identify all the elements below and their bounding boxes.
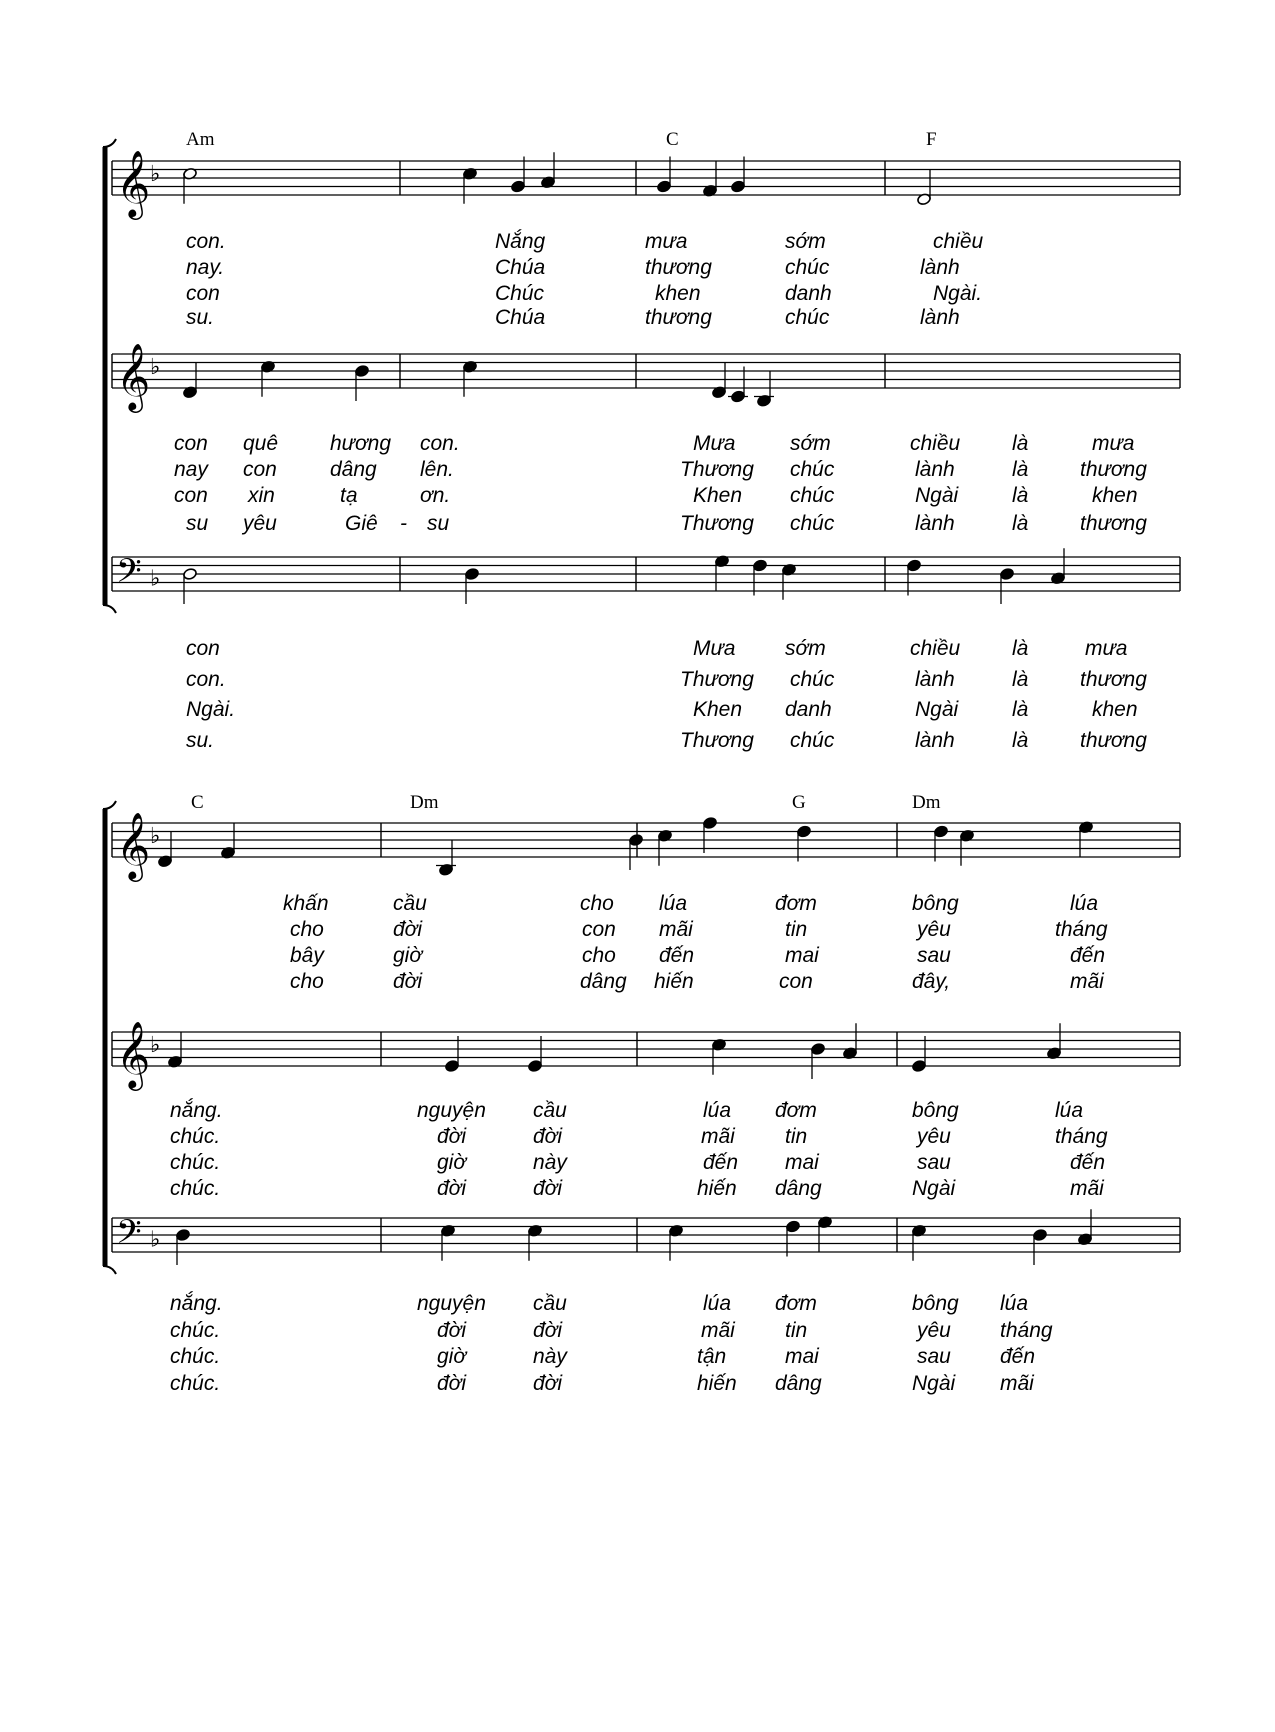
lyric-syllable: giờ — [437, 1151, 467, 1174]
lyric-syllable: cho — [290, 970, 324, 993]
bracket-bottom-hook — [103, 1266, 116, 1274]
lyric-syllable: con — [582, 918, 616, 941]
lyric-syllable: lên. — [420, 458, 454, 481]
lyric-syllable: su. — [186, 306, 215, 329]
lyric-syllable: Thương — [680, 458, 754, 481]
lyric-syllable: nắng. — [170, 1099, 223, 1122]
lyric-syllable: Mưa — [693, 432, 736, 455]
lyric-syllable: mai — [785, 944, 819, 967]
lyric-syllable: là — [1012, 432, 1029, 455]
staff — [112, 811, 1180, 993]
lyric-syllable: chúc — [785, 256, 830, 279]
lyric-syllable: chúc. — [170, 1345, 221, 1368]
bass-clef-icon: 𝄢 — [116, 1213, 142, 1260]
note-head — [629, 834, 644, 847]
lyric-syllable: đời — [437, 1372, 467, 1395]
lyric-syllable: cầu — [533, 1292, 567, 1315]
lyric-syllable: mãi — [1070, 970, 1104, 993]
lyric-syllable: mãi — [701, 1125, 735, 1148]
lyric-syllable: tháng — [1055, 918, 1108, 941]
lyric-syllable: thương — [645, 256, 712, 279]
lyric-syllable: giờ — [393, 944, 423, 967]
music-system — [103, 129, 1180, 752]
lyric-syllable: lành — [920, 306, 960, 329]
lyric-syllable: chúc. — [170, 1177, 221, 1200]
lyric-syllable: thương — [1080, 729, 1147, 752]
lyric-syllable: lành — [915, 668, 955, 691]
lyric-syllable: lành — [915, 458, 955, 481]
note-head — [528, 1060, 543, 1073]
lyric-syllable: sau — [917, 1345, 951, 1368]
lyric-syllable: dâng — [775, 1372, 822, 1395]
lyric-syllable: đến — [659, 944, 695, 967]
lyric-syllable: mãi — [1070, 1177, 1104, 1200]
lyric-syllable: tháng — [1000, 1319, 1053, 1342]
music-system — [103, 792, 1180, 1395]
lyric-syllable: su — [186, 512, 209, 535]
lyric-syllable: dâng — [580, 970, 627, 993]
lyric-syllable: sớm — [790, 432, 831, 455]
lyric-syllable: Giê — [345, 512, 378, 535]
lyric-syllable: sớm — [785, 637, 826, 660]
lyric-syllable: là — [1012, 698, 1029, 721]
lyric-syllable: Mưa — [693, 637, 736, 660]
note-head — [1000, 568, 1015, 581]
lyric-syllable: nay. — [186, 256, 225, 279]
lyric-syllable: tận — [697, 1345, 727, 1368]
lyric-syllable: là — [1012, 637, 1029, 660]
note-head — [465, 568, 480, 581]
lyric-syllable: - — [400, 512, 407, 535]
note-head — [753, 559, 768, 572]
lyric-syllable: khen — [1092, 698, 1138, 721]
flat-key-signature-icon: ♭ — [150, 824, 161, 849]
lyric-syllable: đơm — [775, 1099, 817, 1122]
lyric-syllable: tin — [785, 918, 808, 941]
lyric-syllable: quê — [243, 432, 279, 455]
lyric-syllable: là — [1012, 668, 1029, 691]
note-head — [183, 568, 198, 581]
lyric-syllable: tin — [785, 1319, 808, 1342]
chord-symbol: Am — [186, 129, 215, 150]
lyric-syllable: cầu — [533, 1099, 567, 1122]
lyric-syllable: mãi — [1000, 1372, 1034, 1395]
lyric-syllable: mai — [785, 1151, 819, 1174]
lyric-syllable: hiến — [697, 1177, 737, 1200]
lyric-syllable: Ngài — [915, 698, 959, 721]
lyric-syllable: nắng. — [170, 1292, 223, 1315]
flat-key-signature-icon: ♭ — [150, 1227, 161, 1253]
note-head — [797, 825, 812, 838]
flat-key-signature-icon: ♭ — [150, 1033, 161, 1058]
lyric-syllable: đơm — [775, 892, 817, 915]
lyric-syllable: lành — [920, 256, 960, 279]
lyric-syllable: danh — [785, 282, 832, 305]
lyric-syllable: Thương — [680, 729, 754, 752]
lyric-syllable: bông — [912, 1099, 959, 1122]
lyric-syllable: chúc — [790, 484, 835, 507]
treble-clef-icon: 𝄞 — [116, 149, 151, 217]
lyric-syllable: danh — [785, 698, 832, 721]
lyric-syllable: chúc — [785, 306, 830, 329]
lyric-syllable: lúa — [1055, 1099, 1084, 1122]
lyric-syllable: ơn. — [420, 484, 451, 507]
flat-key-signature-icon: ♭ — [150, 355, 161, 380]
lyric-syllable: Ngài — [915, 484, 959, 507]
lyric-syllable: chiều — [910, 432, 961, 455]
lyric-syllable: con — [243, 458, 277, 481]
lyric-syllable: đời — [437, 1125, 467, 1148]
lyric-syllable: này — [533, 1345, 567, 1368]
note-head — [445, 1060, 460, 1073]
lyric-syllable: là — [1012, 512, 1029, 535]
lyric-syllable: Ngài — [912, 1372, 956, 1395]
lyric-syllable: hiến — [697, 1372, 737, 1395]
lyric-syllable: Nắng — [495, 230, 546, 253]
lyric-syllable: thương — [1080, 512, 1147, 535]
staff — [112, 1209, 1180, 1395]
lyric-syllable: chúc — [790, 512, 835, 535]
lyric-syllable: thương — [1080, 668, 1147, 691]
lyric-syllable: su. — [186, 729, 215, 752]
lyric-syllable: là — [1012, 484, 1029, 507]
bracket-top-hook — [103, 139, 116, 147]
lyric-syllable: mưa — [645, 230, 688, 253]
lyric-syllable: sau — [917, 944, 951, 967]
lyric-syllable: khen — [655, 282, 701, 305]
lyric-syllable: đời — [437, 1319, 467, 1342]
lyric-syllable: cầu — [393, 892, 427, 915]
lyric-syllable: đời — [533, 1125, 563, 1148]
lyric-syllable: khấn — [283, 892, 329, 915]
lyric-syllable: Ngài. — [186, 698, 236, 721]
lyric-syllable: yêu — [917, 1319, 951, 1342]
lyric-syllable: con. — [420, 432, 460, 455]
lyric-syllable: đến — [703, 1151, 739, 1174]
lyric-syllable: Khen — [693, 698, 743, 721]
lyric-syllable: chúc — [790, 458, 835, 481]
lyric-syllable: lúa — [1000, 1292, 1029, 1315]
lyric-syllable: Chúa — [495, 256, 546, 279]
lyric-syllable: bông — [912, 892, 959, 915]
lyric-syllable: đời — [533, 1372, 563, 1395]
bracket-top-hook — [103, 801, 116, 809]
note-head — [511, 180, 526, 193]
note-head — [934, 825, 949, 838]
lyric-syllable: Khen — [693, 484, 743, 507]
lyric-syllable: chúc. — [170, 1151, 221, 1174]
lyric-syllable: chúc — [790, 729, 835, 752]
lyric-syllable: dâng — [775, 1177, 822, 1200]
lyric-syllable: lúa — [703, 1292, 732, 1315]
note-head — [657, 180, 672, 193]
chord-symbol: Dm — [410, 792, 439, 813]
lyric-syllable: tháng — [1055, 1125, 1108, 1148]
flat-key-signature-icon: ♭ — [150, 566, 161, 592]
note-head — [1033, 1229, 1048, 1242]
lyric-syllable: Ngài — [912, 1177, 956, 1200]
staff — [112, 1020, 1180, 1200]
lyric-syllable: Ngài. — [933, 282, 983, 305]
bass-clef-icon: 𝄢 — [116, 552, 142, 599]
lyric-syllable: đây, — [912, 970, 951, 993]
lyric-syllable: đến — [1070, 944, 1106, 967]
lyric-syllable: sau — [917, 1151, 951, 1174]
lyric-syllable: đến — [1070, 1151, 1106, 1174]
lyric-syllable: chúc — [790, 668, 835, 691]
lyric-syllable: xin — [248, 484, 275, 507]
lyric-syllable: mãi — [701, 1319, 735, 1342]
lyric-syllable: yêu — [243, 512, 277, 535]
lyric-syllable: lúa — [659, 892, 688, 915]
lyric-syllable: con — [174, 484, 208, 507]
lyric-syllable: mưa — [1092, 432, 1135, 455]
lyric-syllable: con — [186, 637, 220, 660]
treble-clef-icon: 𝄞 — [116, 1020, 151, 1088]
lyric-syllable: cho — [580, 892, 614, 915]
lyric-syllable: mưa — [1085, 637, 1128, 660]
lyric-syllable: là — [1012, 458, 1029, 481]
note-head — [355, 365, 370, 378]
lyric-syllable: đời — [533, 1319, 563, 1342]
treble-clef-icon: 𝄞 — [116, 811, 151, 879]
lyric-syllable: dâng — [330, 458, 377, 481]
lyric-syllable: hiến — [654, 970, 694, 993]
lyric-syllable: con — [174, 432, 208, 455]
lyric-syllable: con. — [186, 230, 226, 253]
lyric-syllable: chúc. — [170, 1125, 221, 1148]
lyric-syllable: tin — [785, 1125, 808, 1148]
lyric-syllable: giờ — [437, 1345, 467, 1368]
lyric-syllable: nguyện — [417, 1292, 486, 1315]
lyric-syllable: là — [1012, 729, 1029, 752]
note-head — [907, 559, 922, 572]
staff — [112, 149, 1180, 329]
note-head — [786, 1220, 801, 1233]
lyric-syllable: thương — [645, 306, 712, 329]
lyric-syllable: cho — [290, 918, 324, 941]
lyric-syllable: chúc. — [170, 1319, 221, 1342]
note-head — [912, 1060, 927, 1073]
lyric-syllable: con — [779, 970, 813, 993]
lyric-syllable: Chúc — [495, 282, 545, 305]
note-head — [731, 180, 746, 193]
lyric-syllable: khen — [1092, 484, 1138, 507]
lyric-syllable: hương — [330, 432, 392, 455]
chord-symbol: G — [792, 792, 806, 813]
note-head — [811, 1043, 826, 1056]
lyric-syllable: đời — [393, 918, 423, 941]
lyric-syllable: chúc. — [170, 1372, 221, 1395]
lyric-syllable: đời — [437, 1177, 467, 1200]
note-head — [703, 817, 718, 830]
lyric-syllable: đơm — [775, 1292, 817, 1315]
lyric-syllable: lúa — [1070, 892, 1099, 915]
lyric-syllable: bây — [290, 944, 324, 967]
lyric-syllable: yêu — [917, 1125, 951, 1148]
lyric-syllable: mãi — [659, 918, 693, 941]
lyric-syllable: Thương — [680, 512, 754, 535]
lyric-syllable: lành — [915, 512, 955, 535]
chord-symbol: C — [191, 792, 204, 813]
lyric-syllable: con — [186, 282, 220, 305]
lyric-syllable: bông — [912, 1292, 959, 1315]
lyric-syllable: con. — [186, 668, 226, 691]
lyric-syllable: cho — [582, 944, 616, 967]
lyric-syllable: Thương — [680, 668, 754, 691]
note-head — [176, 1229, 191, 1242]
flat-key-signature-icon: ♭ — [150, 162, 161, 187]
lyric-syllable: thương — [1080, 458, 1147, 481]
chord-symbol: Dm — [912, 792, 941, 813]
lyric-syllable: chiều — [910, 637, 961, 660]
lyric-syllable: sớm — [785, 230, 826, 253]
lyric-syllable: lúa — [703, 1099, 732, 1122]
lyric-syllable: mai — [785, 1345, 819, 1368]
lyric-syllable: lành — [915, 729, 955, 752]
staff — [112, 548, 1180, 752]
chord-symbol: F — [926, 129, 937, 150]
lyric-syllable: đến — [1000, 1345, 1036, 1368]
treble-clef-icon: 𝄞 — [116, 342, 151, 410]
lyric-syllable: đời — [393, 970, 423, 993]
lyric-syllable: đời — [533, 1177, 563, 1200]
lyric-syllable: chiều — [933, 230, 984, 253]
staff — [112, 342, 1180, 535]
lyric-syllable: yêu — [917, 918, 951, 941]
lyric-syllable: Chúa — [495, 306, 546, 329]
lyric-syllable: tạ — [340, 484, 358, 507]
bracket-bottom-hook — [103, 605, 116, 613]
chord-symbol: C — [666, 129, 679, 150]
lyric-syllable: su — [427, 512, 450, 535]
lyric-syllable: nay — [174, 458, 208, 481]
lyric-syllable: nguyện — [417, 1099, 486, 1122]
lyric-syllable: này — [533, 1151, 567, 1174]
